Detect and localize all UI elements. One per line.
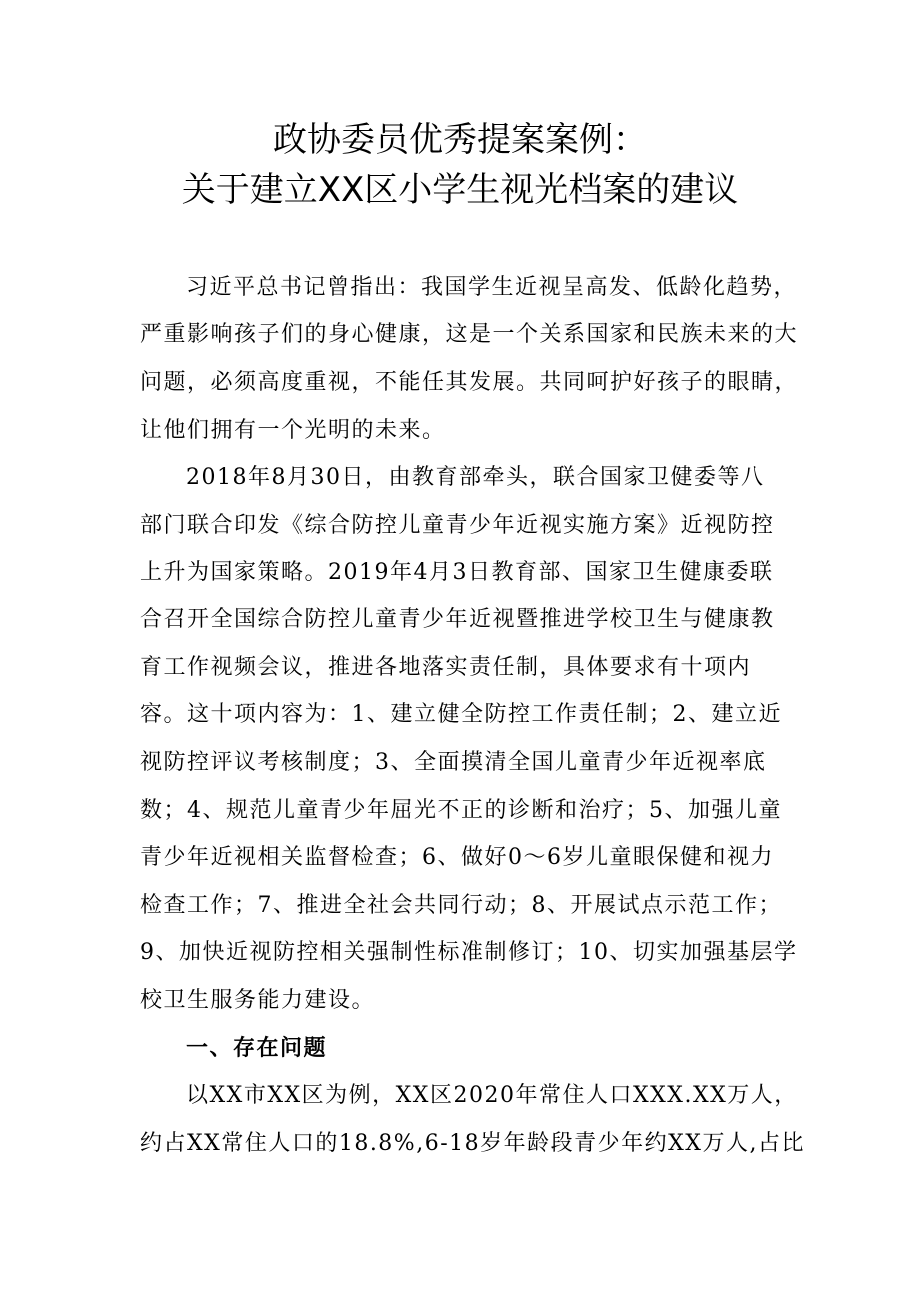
paragraph-2-line-8: 数；4、规范儿童青少年屈光不正的诊断和治疗；5、加强儿童 — [140, 798, 782, 823]
paragraph-2-line-5: 育工作视频会议，推进各地落实责任制，具体要求有十项内 — [140, 655, 752, 680]
paragraph-1-line-2: 严重影响孩子们的身心健康，这是一个关系国家和民族未来的大 — [140, 322, 799, 347]
paragraph-2-line-9: 青少年近视相关监督检查；6、做好0～6岁儿童眼保健和视力 — [140, 845, 774, 870]
paragraph-2-line-6: 容。这十项内容为：1、建立健全防控工作责任制；2、建立近 — [140, 702, 782, 727]
paragraph-2-line-12: 校卫生服务能力建设。 — [140, 988, 376, 1013]
paragraph-3-line-2: 约占XX常住人口的18.8%,6-18岁年龄段青少年约XX万人,占比 — [140, 1131, 805, 1156]
paragraph-1-line-4: 让他们拥有一个光明的未来。 — [140, 418, 446, 443]
paragraph-2-line-1: 2018年8月30日，由教育部牵头，联合国家卫健委等八 — [186, 465, 765, 490]
paragraph-2-line-2: 部门联合印发《综合防控儿童青少年近视实施方案》近视防控 — [140, 513, 775, 538]
paragraph-2-line-10: 检查工作；7、推进全社会共同行动；8、开展试点示范工作； — [140, 893, 782, 918]
document-title-line-2: 关于建立XX区小学生视光档案的建议 — [181, 170, 739, 210]
section-heading: 一、存在问题 — [186, 1036, 328, 1061]
paragraph-2-line-11: 9、加快近视防控相关强制性标准制修订；10、切实加强基层学 — [140, 940, 798, 965]
document-title-line-1: 政协委员优秀提案案例： — [273, 120, 647, 160]
paragraph-1-line-3: 问题，必须高度重视，不能任其发展。共同呵护好孩子的眼睛， — [140, 370, 799, 395]
paragraph-2-line-3: 上升为国家策略。2019年4月3日教育部、国家卫生健康委联 — [140, 560, 774, 585]
paragraph-1-line-1: 习近平总书记曾指出：我国学生近视呈高发、低龄化趋势， — [186, 275, 798, 300]
paragraph-3-line-1: 以XX市XX区为例，XX区2020年常住人口XXX.XX万人， — [186, 1083, 798, 1108]
paragraph-2-line-4: 合召开全国综合防控儿童青少年近视暨推进学校卫生与健康教 — [140, 607, 775, 632]
paragraph-2-line-7: 视防控评议考核制度；3、全面摸清全国儿童青少年近视率底 — [140, 750, 767, 775]
